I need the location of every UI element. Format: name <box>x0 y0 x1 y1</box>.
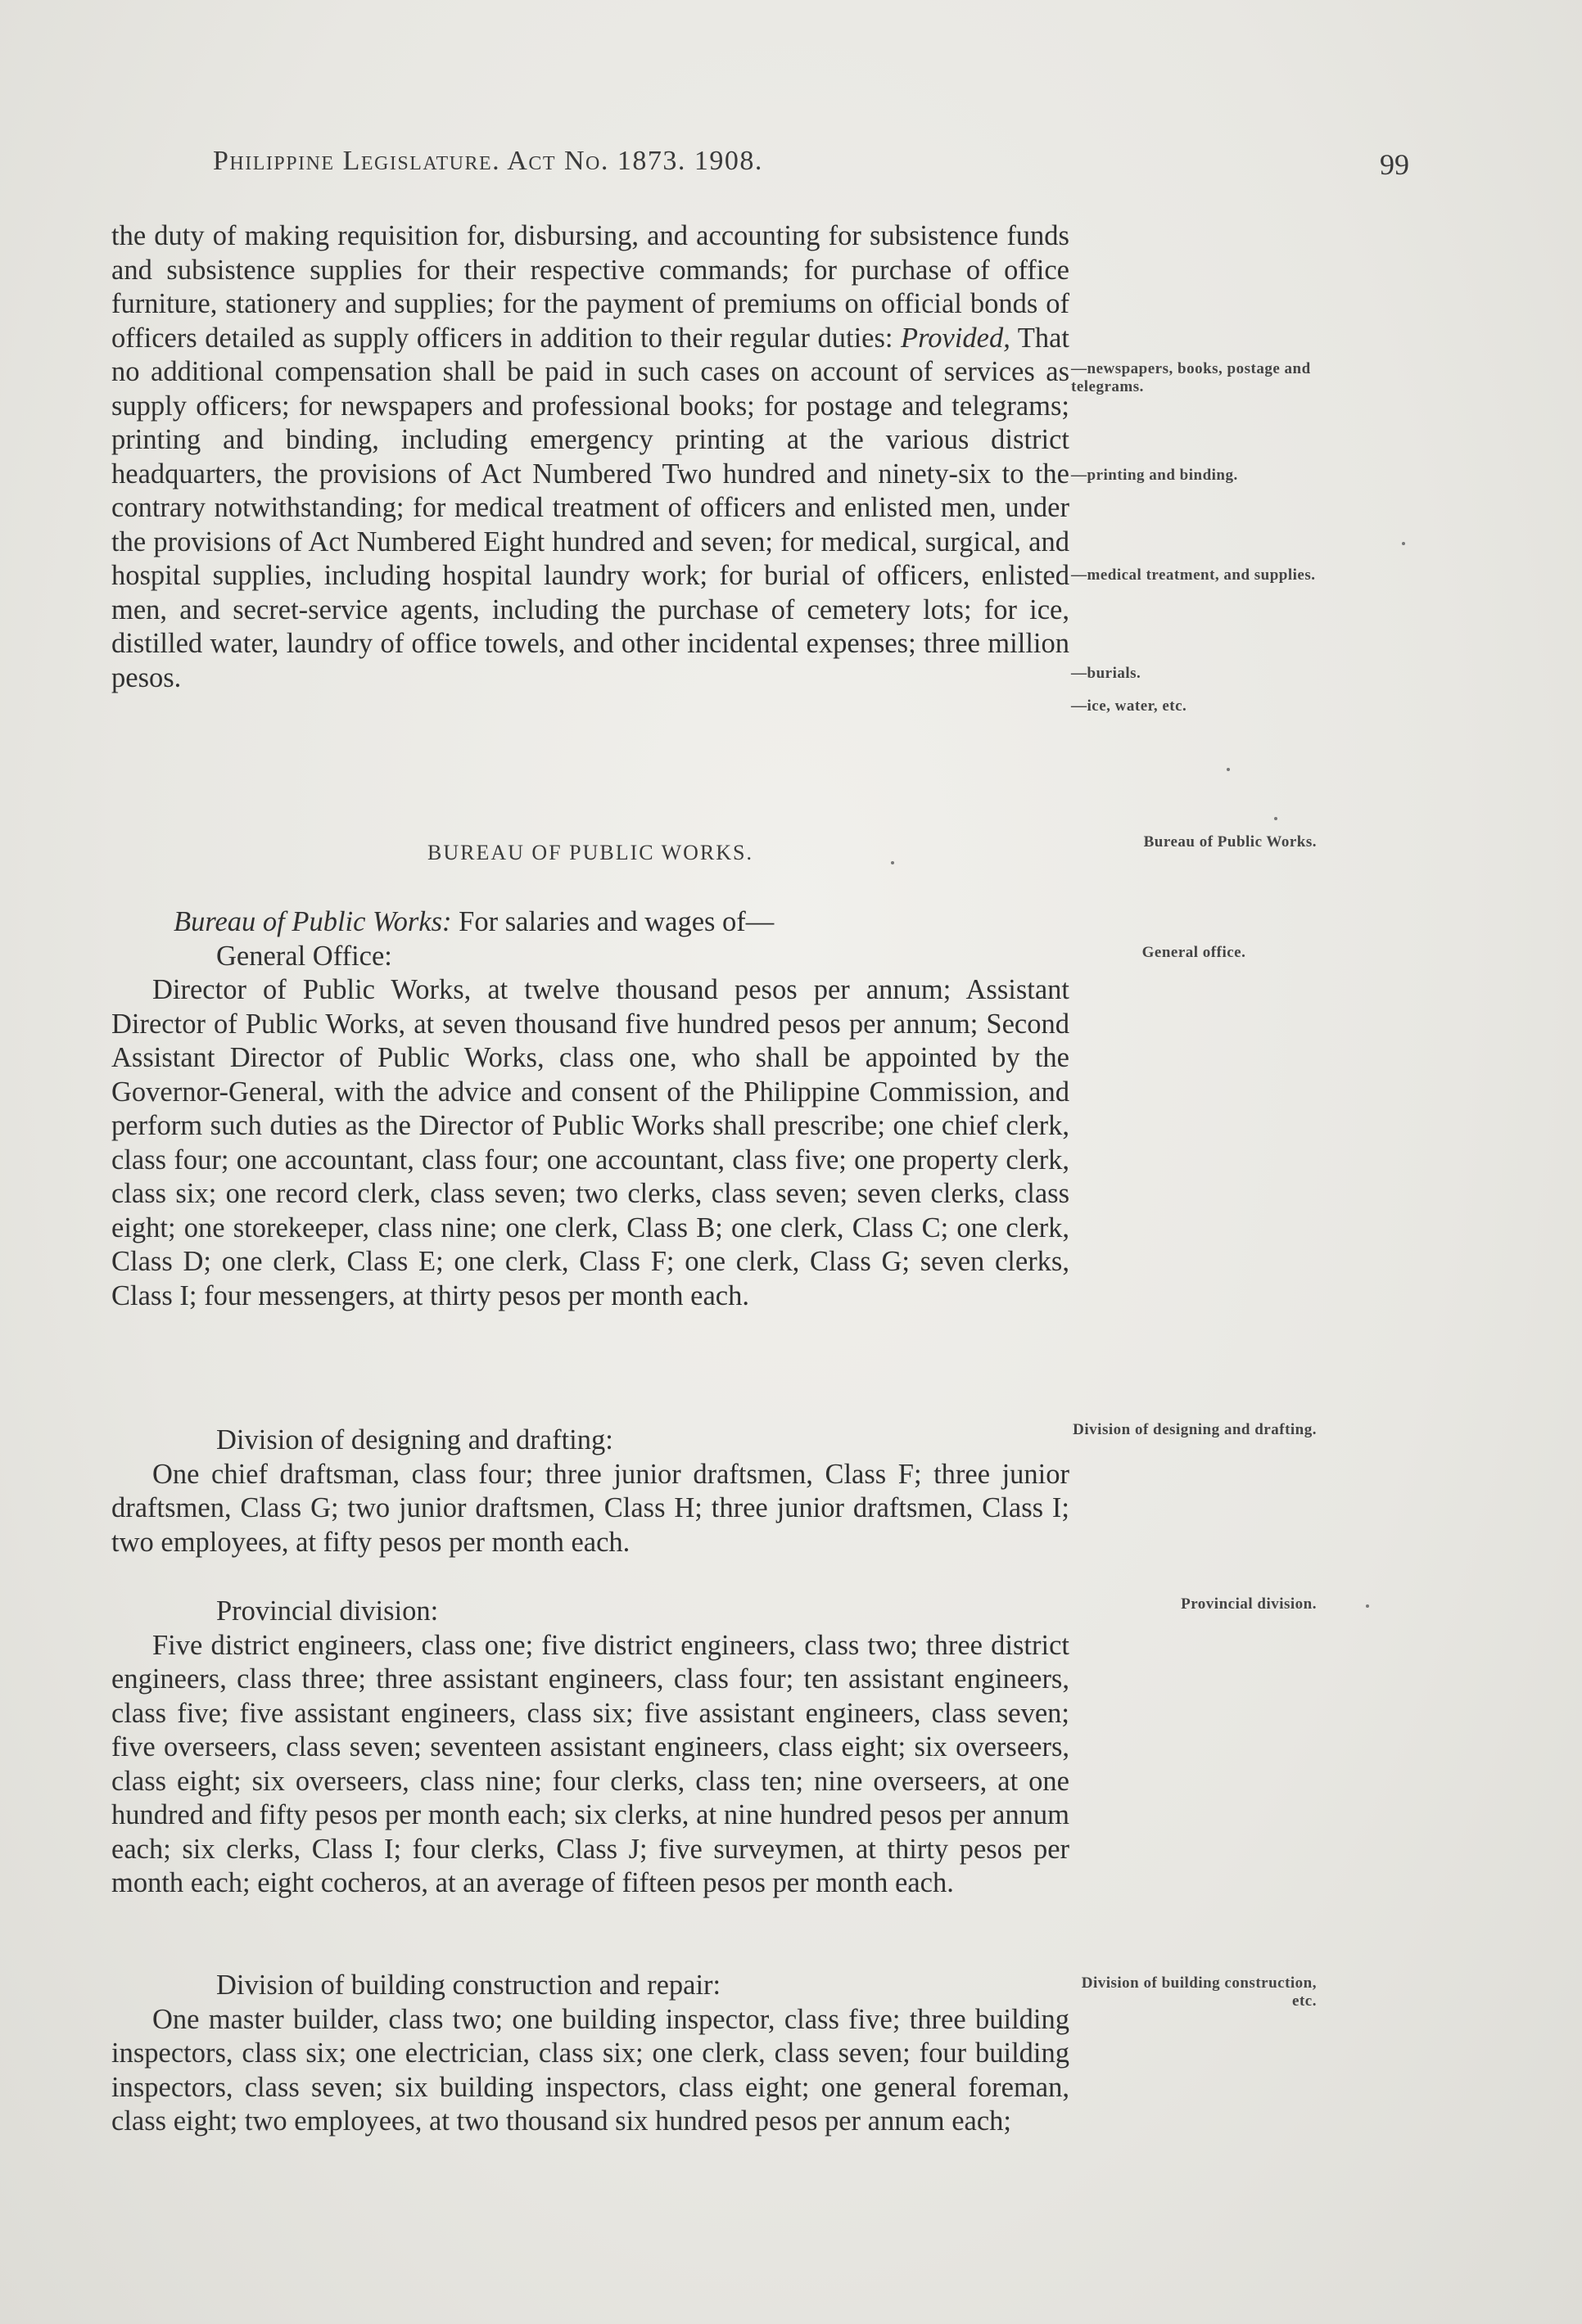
designing-text: One chief draftsman, class four; three junior draftsmen, Class F; three junior draftsmen, Class G; two junior draftsmen, Class H; three junior draftsmen, Class I; two employees, at fifty pesos per month each. <box>111 1458 1069 1558</box>
provincial-section <box>111 1595 1069 1901</box>
scan-speck <box>1274 817 1277 820</box>
page-number: 99 <box>1380 148 1409 181</box>
scan-speck <box>891 861 894 864</box>
proviso-word: Provided, <box>901 322 1010 354</box>
margin-note-printing: —printing and binding. <box>1071 467 1238 484</box>
bureau-intro-rest: For salaries and wages of— <box>451 906 775 937</box>
margin-note-burials: —burials. <box>1071 665 1141 682</box>
margin-note-ice: —ice, water, etc. <box>1071 697 1187 715</box>
continuation-text-1: the duty of making requisition for, disbursing, and accounting for subsistence funds and subsistence supplies for their respective commands; for purchase of office furniture, stationery and supplies; for the payment of premiums on official bonds of officers detailed as supply officers in addition to their regular duties: <box>111 220 1069 354</box>
general-office-heading: General Office: <box>216 940 392 972</box>
margin-note-bureau: Bureau of Public Works. <box>1143 833 1317 851</box>
margin-note-medical: —medical treatment, and supplies. <box>1071 566 1316 584</box>
building-text: One master builder, class two; one building inspector, class five; three building inspectors, class six; one electrician, class six; one clerk, class seven; four building inspectors, class seven; six building inspectors, class eight; one general foreman, class eight; two employees, at two thousand six hundred pesos per annum each; <box>111 2003 1069 2137</box>
margin-note-building: Division of building construction, etc. <box>1081 1974 1317 2010</box>
building-heading: Division of building construction and repair: <box>216 1970 721 2001</box>
provincial-heading: Provincial division: <box>216 1595 439 1627</box>
scan-speck <box>1366 1604 1369 1608</box>
designing-section <box>111 1424 1069 1559</box>
continuation-text-2: That no additional compensation shall be paid in such cases on account of services as supply officers; for newspapers and professional books; for postage and telegrams; printing and binding, including emergency printing at the various district headquarters, the provisions of Act Numbered Two hundred and ninety-six to the contrary notwithstanding; for medical treatment of officers and enlisted men, under the provisions of Act Numbered Eight hundred and seven; for medical, surgical, and hospital supplies, including hospital laundry work; for burial of officers, enlisted men, and secret-service agents, including the purchase of cemetery lots; for ice, distilled water, laundry of office towels, and other incidental expenses; three million pesos. <box>111 322 1070 693</box>
designing-heading: Division of designing and drafting: <box>216 1424 613 1455</box>
margin-note-designing: Division of designing and drafting. <box>1073 1421 1317 1438</box>
bureau-section <box>111 905 1069 1313</box>
continuation-paragraph <box>111 219 1069 695</box>
scan-speck <box>1227 768 1230 771</box>
general-office-text: Director of Public Works, at twelve thousand pesos per annum; Assistant Director of Public Works, at seven thousand five hundred pesos per annum; Second Assistant Director of Public Works, class one, who shall be appointed by the Governor-General, with the advice and consent of the Philippine Commission, and perform such duties as the Director of Public Works shall prescribe; one chief clerk, class four; one accountant, class four; one accountant, class five; one property clerk, class six; one record clerk, class seven; two clerks, class seven; seven clerks, class eight; one storekeeper, class nine; one clerk, Class B; one clerk, Class C; one clerk, Class D; one clerk, Class E; one clerk, Class F; one clerk, Class G; seven clerks, Class I; four messengers, at thirty pesos per month each. <box>111 974 1069 1311</box>
margin-note-general-office: General office. <box>1141 944 1246 961</box>
building-section <box>111 1969 1069 2139</box>
running-head: Philippine Legislature. Act No. 1873. 1908. <box>213 146 763 176</box>
bureau-intro-italic: Bureau of Public Works: <box>174 906 452 937</box>
bureau-intro <box>111 905 1069 940</box>
scan-speck <box>1402 542 1405 545</box>
section-heading: BUREAU OF PUBLIC WORKS. <box>427 841 753 864</box>
provincial-text: Five district engineers, class one; five district engineers, class two; three district engineers, class three; three assistant engineers, class four; ten assistant engineers, class five; five assistant engineers, class six; five assistant engineers, class seven; five overseers, class seven; seventeen assistant engineers, class eight; six overseers, class eight; six overseers, class nine; four clerks, class ten; nine overseers, at one hundred and fifty pesos per month each; six clerks, at nine hundred pesos per annum each; six clerks, Class I; four clerks, Class J; five surveymen, at thirty pesos per month each; eight cocheros, at an average of fifteen pesos per month each. <box>111 1629 1069 1898</box>
margin-note-newspapers: —newspapers, books, postage and telegrams. <box>1071 360 1311 395</box>
margin-note-provincial: Provincial division. <box>1181 1595 1317 1613</box>
